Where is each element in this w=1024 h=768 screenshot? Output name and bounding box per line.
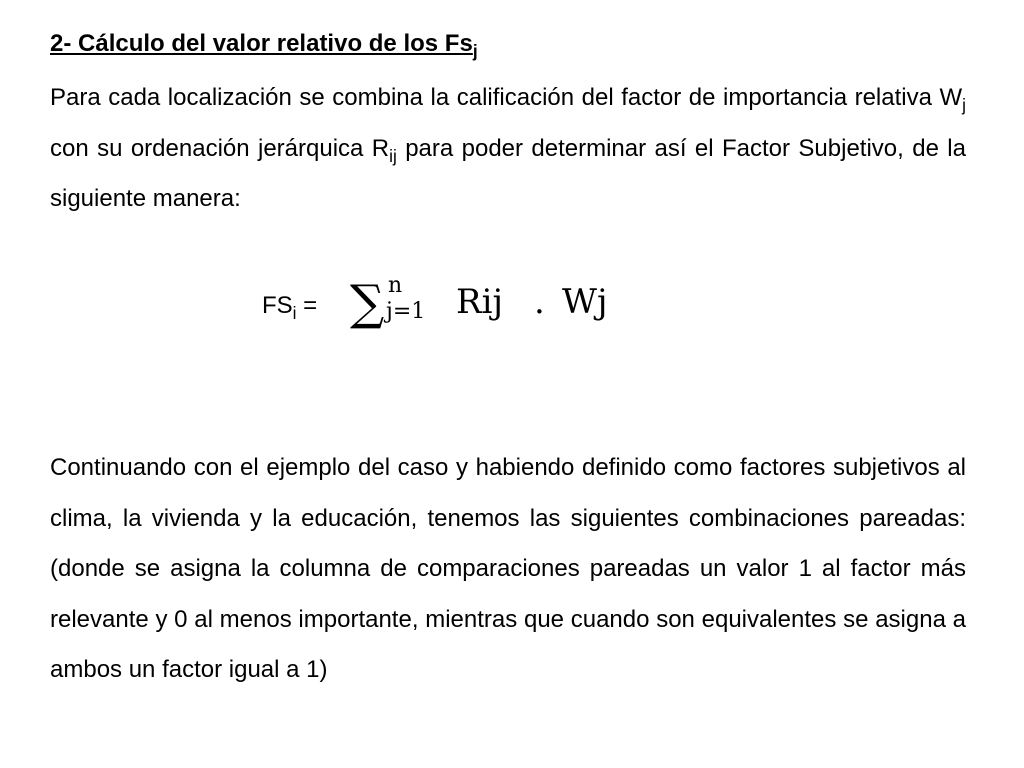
formula-equals: = bbox=[296, 292, 318, 319]
heading-subscript: j bbox=[472, 40, 478, 61]
formula-lhs-text: FS bbox=[262, 292, 293, 319]
formula-lhs bbox=[262, 292, 318, 323]
rank-subscript: ij bbox=[389, 145, 397, 166]
continuation-paragraph: Continuando con el ejemplo del caso y habiendo definido como factores subjetivos al clima, la vivienda y la educación, tenemos las siguientes combinaciones pareadas: (donde se asigna la columna de comparaciones pareadas un valor 1 al factor más relevante y 0 al menos importante, mientras que cuando son equivalentes se asigna a ambos un factor igual a 1) bbox=[50, 454, 966, 683]
formula-term-rij: Rij bbox=[456, 282, 504, 322]
intro-paragraph bbox=[50, 73, 966, 225]
weight-subscript: j bbox=[962, 94, 966, 115]
summation-lower-limit: j=1 bbox=[386, 299, 426, 324]
summation-upper-limit: n bbox=[388, 273, 403, 298]
intro-text-part-1: Para cada localización se combina la calificación del factor de importancia relativa W bbox=[50, 84, 963, 111]
formula-operator: . bbox=[534, 282, 545, 322]
heading-text: 2- Cálculo del valor relativo de los Fs bbox=[50, 30, 473, 57]
formula-term-wj: Wj bbox=[562, 282, 608, 322]
formula-lhs-subscript: i bbox=[292, 302, 297, 323]
section-heading bbox=[50, 30, 478, 61]
intro-text-part-3: para poder determinar así el Factor Subjetivo, de la siguiente manera: bbox=[50, 134, 966, 212]
intro-text-part-2: con su ordenación jerárquica R bbox=[50, 134, 390, 162]
summation-symbol: ∑ bbox=[350, 275, 385, 331]
